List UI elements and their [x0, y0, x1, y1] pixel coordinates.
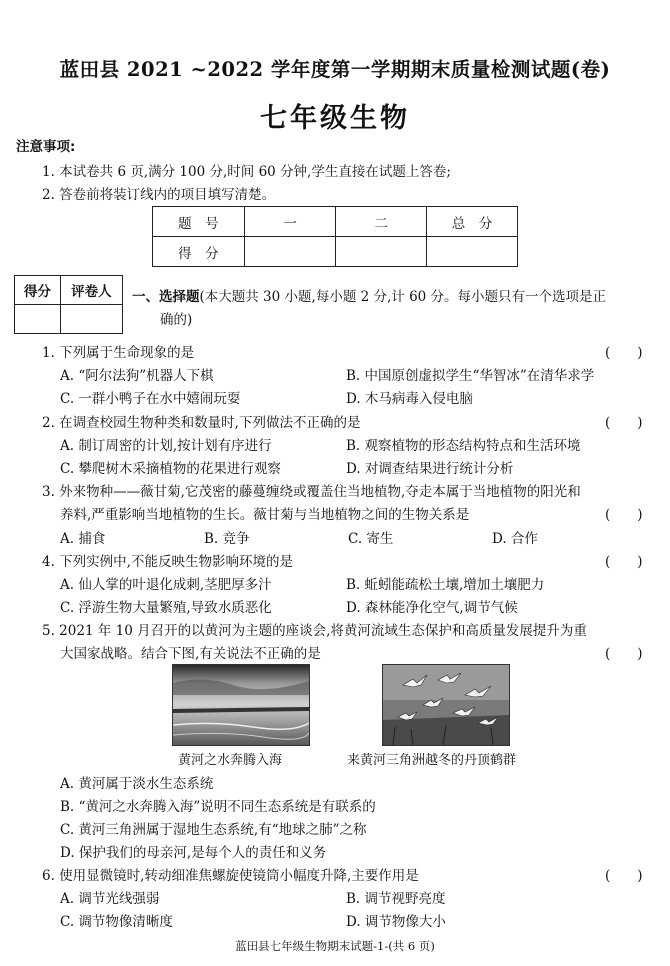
option-a: A. 捕食: [60, 531, 106, 547]
answer-paren[interactable]: ( ): [605, 554, 643, 570]
image-caption: 来黄河三角洲越冬的丹顶鹤群: [347, 753, 517, 768]
option-b: B. 竞争: [204, 531, 250, 547]
score-table-header: 二: [336, 207, 427, 237]
question-stem: 3. 外来物种——薇甘菊,它茂密的藤蔓缠绕或覆盖住当地植物,夺走本属于当地植物的阳光和: [42, 484, 581, 500]
answer-paren[interactable]: ( ): [605, 507, 643, 523]
score-table-header: 总 分: [427, 207, 518, 237]
option-c: C. 调节物像清晰度: [60, 914, 173, 930]
option-c: C. 攀爬树木采摘植物的花果进行观察: [60, 461, 281, 477]
notice-item: 2. 答卷前将装订线内的项目填写清楚。: [42, 187, 276, 203]
score-table-header: 题 号: [153, 207, 245, 237]
option-c: C. 寄生: [348, 531, 394, 547]
exam-subtitle: 七年级生物: [260, 103, 410, 134]
option-a: A. 调节光线强弱: [60, 891, 160, 907]
grader-box-grader-label: 评卷人: [60, 276, 122, 305]
score-table-row-label: 得 分: [153, 237, 245, 267]
score-table-header: 一: [244, 207, 336, 237]
section-label: 一、选择题: [132, 289, 200, 305]
option-d: D. 调节物像大小: [346, 914, 446, 930]
option-d: D. 合作: [492, 531, 538, 547]
option-d: D. 森林能净化空气,调节气候: [346, 600, 518, 616]
question-stem: 4. 下列实例中,不能反映生物影响环境的是: [42, 554, 293, 570]
question-stem-cont: 大国家战略。结合下图,有关说法不正确的是: [60, 646, 321, 662]
answer-paren[interactable]: ( ): [605, 415, 643, 431]
option-d: D. 木马病毒入侵电脑: [346, 391, 473, 407]
grader-score-cell[interactable]: [15, 305, 61, 334]
option-c: C. 一群小鸭子在水中嬉闹玩耍: [60, 391, 241, 407]
score-cell[interactable]: [244, 237, 336, 267]
option-c: C. 浮游生物大量繁殖,导致水质恶化: [60, 600, 272, 616]
notice-heading: 注意事项:: [16, 139, 76, 155]
option-b: B. “黄河之水奔腾入海”说明不同生态系统是有联系的: [60, 799, 376, 815]
section-heading: [132, 285, 606, 305]
option-a: A. “阿尔法狗”机器人下棋: [60, 368, 214, 384]
option-a: A. 黄河属于淡水生态系统: [60, 776, 214, 792]
question-stem-cont: 养料,严重影响当地植物的生长。薇甘菊与当地植物之间的生物关系是: [60, 507, 470, 523]
grader-box-score-label: 得分: [15, 276, 61, 305]
answer-paren[interactable]: ( ): [605, 646, 643, 662]
question-stem: 1. 下列属于生命现象的是: [42, 345, 195, 361]
score-cell[interactable]: [427, 237, 518, 267]
option-c: C. 黄河三角洲属于湿地生态系统,有“地球之肺”之称: [60, 822, 367, 838]
notice-item: 1. 本试卷共 6 页,满分 100 分,时间 60 分钟,学生直接在试题上答卷;: [42, 164, 451, 180]
option-b: B. 观察植物的形态结构特点和生活环境: [346, 438, 581, 454]
section-desc-cont: 确的): [160, 312, 193, 328]
answer-paren[interactable]: ( ): [605, 868, 643, 884]
question-stem: 2. 在调查校园生物种类和数量时,下列做法不正确的是: [42, 415, 361, 431]
option-d: D. 保护我们的母亲河,是每个人的责任和义务: [60, 845, 327, 861]
exam-title: 蓝田县 2021 ~2022 学年度第一学期期末质量检测试题(卷): [59, 58, 611, 81]
grader-box: [14, 275, 123, 334]
section-desc: (本大题共 30 小题,每小题 2 分,计 60 分。每小题只有一个选项是正: [199, 289, 607, 305]
option-b: B. 调节视野亮度: [346, 891, 446, 907]
option-a: A. 制订周密的计划,按计划有序进行: [60, 438, 272, 454]
question-stem: 5. 2021 年 10 月召开的以黄河为主题的座谈会,将黄河流域生态保护和高质量发展提升为重: [42, 623, 587, 639]
page-footer: 蓝田县七年级生物期末试题-1-(共 6 页): [235, 939, 435, 953]
option-b: B. 蚯蚓能疏松土壤,增加土壤肥力: [346, 577, 545, 593]
crane-flock-photo: [382, 664, 510, 746]
grader-name-cell[interactable]: [60, 305, 122, 334]
yellow-river-photo: [172, 664, 310, 746]
option-d: D. 对调查结果进行统计分析: [346, 461, 514, 477]
option-b: B. 中国原创虚拟学生“华智冰”在清华求学: [346, 368, 595, 384]
score-table: [152, 206, 518, 267]
question-stem: 6. 使用显微镜时,转动细准焦螺旋使镜筒小幅度升降,主要作用是: [42, 868, 419, 884]
score-cell[interactable]: [336, 237, 427, 267]
image-caption: 黄河之水奔腾入海: [178, 753, 283, 768]
option-a: A. 仙人掌的叶退化成刺,茎肥厚多汁: [60, 577, 272, 593]
answer-paren[interactable]: ( ): [605, 345, 643, 361]
